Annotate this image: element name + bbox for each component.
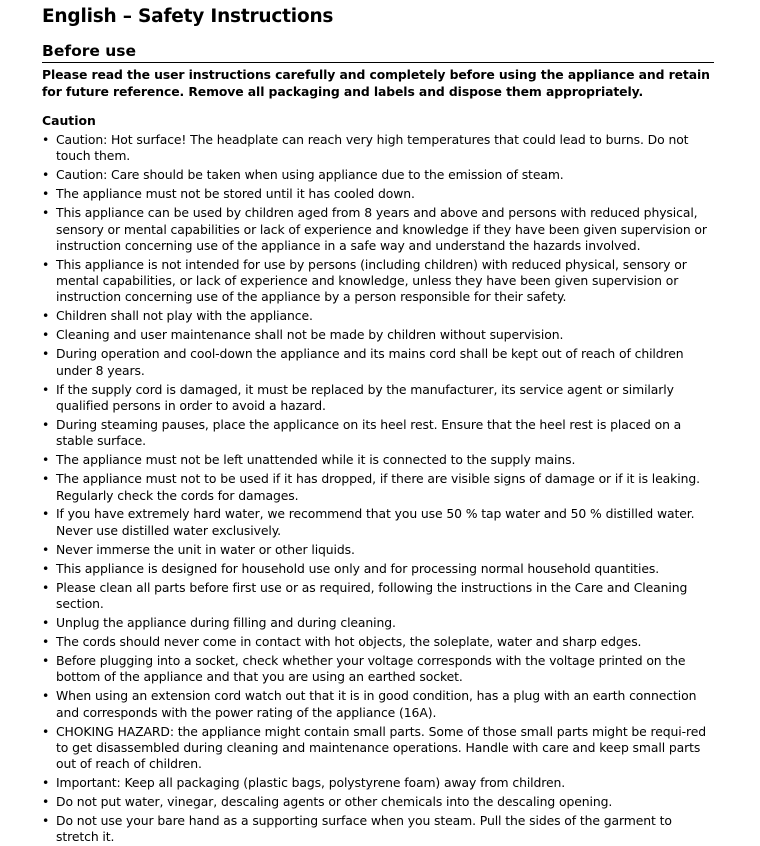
caution-item-text: The cords should never come in contact with hot objects, the soleplate, water and sharp edges. xyxy=(56,634,642,649)
caution-item-text: The appliance must not to be used if it has dropped, if there are visible signs of damage or if it is leaking. Regularly check the cords for damages. xyxy=(56,471,700,503)
bullet-icon: • xyxy=(42,186,50,202)
caution-item-text: CHOKING HAZARD: the appliance might contain small parts. Some of those small parts might be requi-red to get disassembled during cleaning and maintenance operations. Handle with care and keep small parts out of reach of children. xyxy=(56,723,707,772)
bullet-icon: • xyxy=(42,723,50,739)
caution-list-item xyxy=(42,542,714,558)
caution-item-text: Please clean all parts before first use or as required, following the instructions in the Care and Cleaning section. xyxy=(56,579,688,612)
caution-list-item xyxy=(42,653,714,686)
bullet-icon: • xyxy=(42,416,50,432)
caution-item-text: Important: Keep all packaging (plastic bags, polystyrene foam) away from children. xyxy=(56,775,566,791)
caution-item-text: Cleaning and user maintenance shall not be made by children without supervision. xyxy=(56,327,564,343)
caution-item-text: The appliance must not be stored until it has cooled down. xyxy=(56,186,415,202)
caution-item-text: Caution: Hot surface! The headplate can reach very high temperatures that could lead to burns. Do not touch them. xyxy=(56,132,689,164)
caution-list-item xyxy=(42,634,714,650)
caution-heading: Caution xyxy=(42,113,96,128)
bullet-icon: • xyxy=(42,688,50,704)
caution-list-item xyxy=(42,186,714,202)
caution-item-text: Caution: Care should be taken when using appliance due to the emission of steam. xyxy=(56,167,564,183)
caution-list-item xyxy=(42,775,714,791)
caution-item-text: This appliance can be used by children aged from 8 years and above and persons with reduced physical, sensory or mental capabilities or lack of experience and knowledge if they have been given supervision or instruction concerning use of the appliance in a safe way and understand the hazards involved. xyxy=(56,205,707,253)
bullet-icon: • xyxy=(42,308,50,324)
caution-list-item xyxy=(42,724,714,773)
caution-item-text: Children shall not play with the appliance. xyxy=(56,308,313,324)
caution-item-text: Never immerse the unit in water or other liquids. xyxy=(56,541,355,557)
document-title: English – Safety Instructions xyxy=(42,6,334,27)
bullet-icon: • xyxy=(42,452,50,468)
bullet-icon: • xyxy=(42,634,50,649)
bullet-icon: • xyxy=(42,813,50,829)
caution-item-text: During steaming pauses, place the applicance on its heel rest. Ensure that the heel rest is placed on a stable surface. xyxy=(56,416,682,449)
caution-list-item xyxy=(42,308,714,324)
caution-item-text: When using an extension cord watch out that it is in good condition, has a plug with an earth connection and corresponds with the power rating of the appliance (16A). xyxy=(56,688,697,720)
caution-list-item xyxy=(42,561,714,577)
caution-item-text: Do not use your bare hand as a supporting surface when you steam. Pull the sides of the garment to stretch it. xyxy=(56,813,672,845)
caution-list-item xyxy=(42,205,714,254)
section-heading-before-use: Before use xyxy=(42,42,714,63)
caution-item-text: If you have extremely hard water, we recommend that you use 50 % tap water and 50 % distilled water. Never use distilled water exclusively. xyxy=(56,506,695,538)
caution-list-item xyxy=(42,794,714,810)
caution-list-item xyxy=(42,471,714,504)
caution-list-item xyxy=(42,257,714,306)
bullet-icon: • xyxy=(42,506,50,522)
bullet-icon: • xyxy=(42,256,50,272)
caution-list-item xyxy=(42,417,714,450)
caution-list-item xyxy=(42,688,714,721)
caution-item-text: Do not put water, vinegar, descaling agents or other chemicals into the descaling opening. xyxy=(56,794,613,810)
caution-list-item xyxy=(42,580,714,613)
caution-item-text: If the supply cord is damaged, it must be replaced by the manufacturer, its service agent or similarly qualified persons in order to avoid a hazard. xyxy=(56,381,674,413)
bullet-icon: • xyxy=(42,652,50,668)
caution-item-text: This appliance is not intended for use by persons (including children) with reduced physical, sensory or mental capabilities, or lack of experience and knowledge, unless they have been given supervision or instruction concerning use of the appliance by a person responsible for their safety. xyxy=(56,256,687,305)
bullet-icon: • xyxy=(42,205,50,221)
caution-item-text: Before plugging into a socket, check whether your voltage corresponds with the voltage printed on the bottom of the appliance and that you are using an earthed socket. xyxy=(56,652,686,685)
bullet-icon: • xyxy=(42,794,50,810)
caution-list-item xyxy=(42,132,714,165)
caution-item-text: This appliance is designed for household use only and for processing normal household quantities. xyxy=(56,560,660,576)
caution-list-item xyxy=(42,327,714,343)
caution-list-item xyxy=(42,813,714,846)
bullet-icon: • xyxy=(42,327,50,343)
bullet-icon: • xyxy=(42,579,50,595)
caution-list-item xyxy=(42,452,714,468)
bullet-icon: • xyxy=(42,471,50,487)
caution-item-text: Unplug the appliance during filling and during cleaning. xyxy=(56,615,396,631)
caution-item-text: The appliance must not be left unattended while it is connected to the supply mains. xyxy=(56,452,576,468)
caution-list-item xyxy=(42,506,714,539)
bullet-icon: • xyxy=(42,132,50,147)
caution-list-item xyxy=(42,167,714,183)
bullet-icon: • xyxy=(42,615,50,631)
bullet-icon: • xyxy=(42,560,50,576)
caution-item-text: During operation and cool-down the appliance and its mains cord shall be kept out of reach of children under 8 years. xyxy=(56,346,684,378)
caution-list xyxy=(42,132,714,846)
caution-list-item xyxy=(42,382,714,415)
bullet-icon: • xyxy=(42,381,50,397)
bullet-icon: • xyxy=(42,167,50,183)
bullet-icon: • xyxy=(42,346,50,362)
bullet-icon: • xyxy=(42,541,50,557)
intro-paragraph: Please read the user instructions carefully and completely before using the appliance and retain for future reference. Remove all packaging and labels and dispose them appropriately. xyxy=(42,67,710,99)
bullet-icon: • xyxy=(42,775,50,791)
caution-list-item xyxy=(42,346,714,379)
caution-list-item xyxy=(42,615,714,631)
